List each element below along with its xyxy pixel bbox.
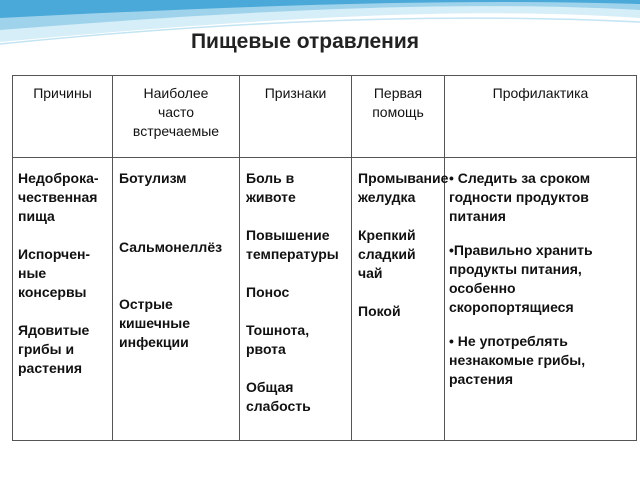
prevention-item: • Следить за сроком годности продуктов питания	[449, 170, 591, 224]
content-row	[13, 158, 637, 441]
first-aid-item: Промывание желудка	[358, 170, 449, 205]
sign-item: Боль в животе	[246, 170, 296, 205]
header-prevention: Профилактика	[445, 76, 637, 158]
cell-causes	[13, 158, 113, 441]
header-causes: Причины	[13, 76, 113, 158]
common-item: Острые кишечные инфекции	[119, 296, 191, 350]
cause-item: Ядовитые грибы и растения	[18, 322, 90, 376]
sign-item: Повышение температуры	[246, 227, 339, 262]
cause-item: Испорчен-ные консервы	[18, 246, 91, 300]
sign-item: Тошнота, рвота	[246, 322, 310, 357]
cell-common	[113, 158, 240, 441]
sign-item: Понос	[246, 284, 290, 300]
cause-item: Недоброка-чественная пища	[18, 170, 99, 224]
header-signs: Признаки	[240, 76, 352, 158]
common-item: Сальмонеллёз	[119, 239, 223, 255]
header-first-aid: Первая помощь	[352, 76, 445, 158]
cell-signs	[240, 158, 352, 441]
sign-item: Общая слабость	[246, 379, 311, 414]
cell-prevention	[445, 158, 637, 441]
first-aid-item: Покой	[358, 303, 401, 319]
header-row	[13, 76, 637, 158]
first-aid-item: Крепкий сладкий чай	[358, 227, 416, 281]
page-title: Пищевые отравления	[190, 30, 420, 53]
common-item: Ботулизм	[119, 170, 187, 186]
cell-first-aid	[352, 158, 449, 441]
prevention-item: •Правильно хранить продукты питания, особенно скоропортящиеся	[449, 242, 593, 315]
poisoning-table	[12, 75, 637, 441]
prevention-item: • Не употреблять незнакомые грибы, растения	[449, 333, 586, 387]
header-common: Наиболее часто встречаемые	[113, 76, 240, 158]
